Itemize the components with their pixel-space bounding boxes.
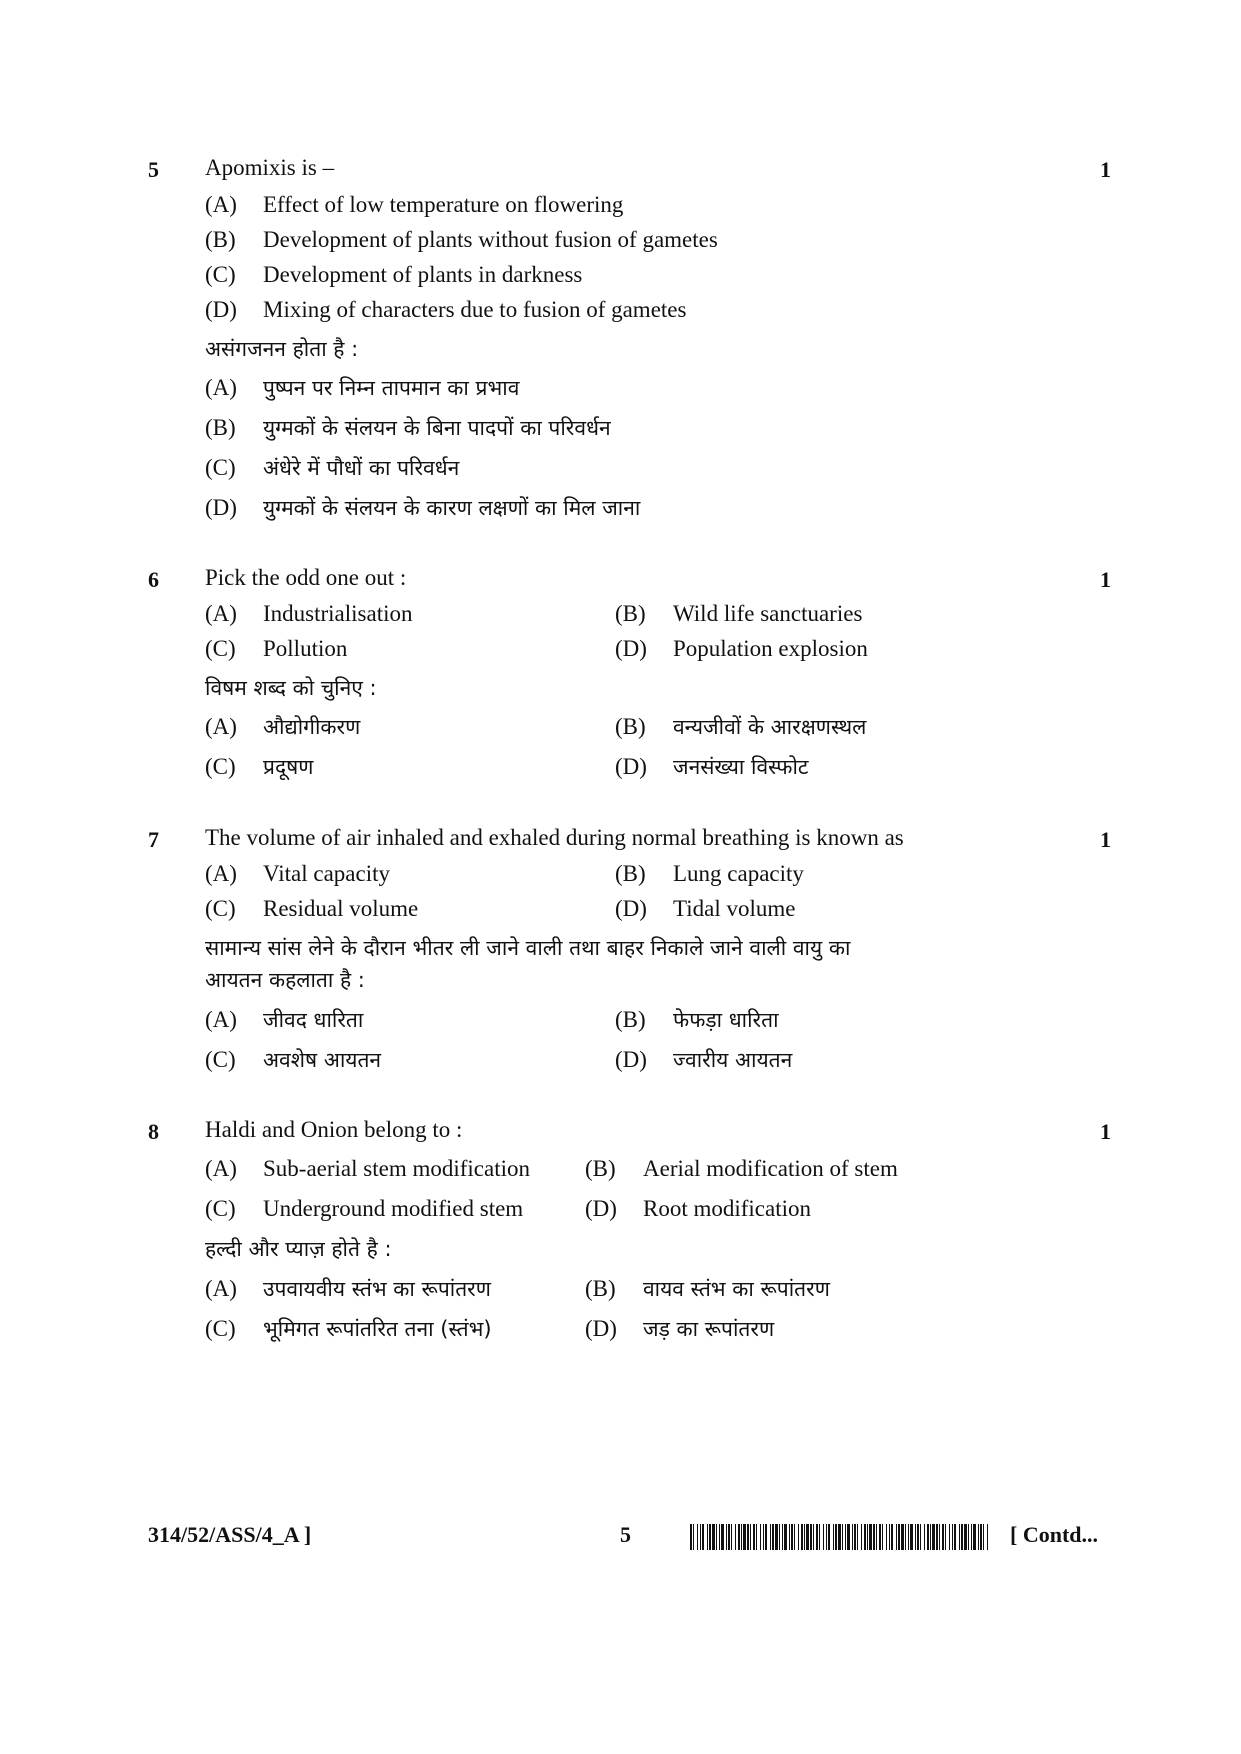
option-hi-a: (A) जीवद धारिता: [205, 1007, 364, 1032]
option-en-a: (A) Effect of low temperature on flowering: [205, 192, 624, 217]
option-en-a: (A) Vital capacity: [205, 861, 390, 886]
option-hi-c: (C) अवशेष आयतन: [205, 1047, 382, 1072]
question-marks: 1: [1100, 1119, 1111, 1144]
option-en-d: (D) Root modification: [585, 1196, 812, 1221]
option-hi-c: (C) अंधेरे में पौधों का परिवर्धन: [205, 455, 460, 480]
question-marks: 1: [1100, 567, 1111, 592]
question-text-hi: हल्दी और प्याज़ होते है :: [205, 1237, 392, 1261]
page-number: 5: [620, 1522, 631, 1547]
page-footer: [0, 1522, 1241, 1556]
option-en-a: (A) Sub-aerial stem modification: [205, 1156, 530, 1181]
paper-code: 314/52/ASS/4_A ]: [148, 1522, 312, 1547]
option-en-c: (C) Pollution: [205, 636, 348, 661]
option-hi-a: (A) पुष्पन पर निम्न तापमान का प्रभाव: [205, 375, 520, 400]
option-en-b: (B) Development of plants without fusion of gametes: [205, 227, 718, 252]
option-hi-b: (B) युग्मकों के संलयन के बिना पादपों का परिवर्धन: [205, 415, 611, 440]
option-en-d: (D) Tidal volume: [615, 896, 796, 921]
option-en-b: (B) Lung capacity: [615, 861, 804, 886]
question-number: 7: [148, 827, 159, 852]
option-hi-b: (B) वायव स्तंभ का रूपांतरण: [585, 1276, 830, 1301]
option-hi-b: (B) फेफड़ा धारिता: [615, 1007, 779, 1032]
option-hi-c: (C) प्रदूषण: [205, 754, 314, 779]
question-text-en: The volume of air inhaled and exhaled during normal breathing is known as: [205, 825, 904, 850]
question-marks: 1: [1100, 157, 1111, 182]
continued-label: [ Contd...: [1010, 1522, 1099, 1547]
option-hi-d: (D) जड़ का रूपांतरण: [585, 1316, 775, 1341]
question-marks: 1: [1100, 827, 1111, 852]
question-number: 6: [148, 567, 159, 592]
question-text-en: Apomixis is –: [205, 155, 335, 180]
option-hi-a: (A) औद्योगीकरण: [205, 714, 361, 739]
option-en-b: (B) Aerial modification of stem: [585, 1156, 898, 1181]
question-text-hi-line-1: सामान्य सांस लेने के दौरान भीतर ली जाने वाली तथा बाहर निकाले जाने वाली वायु का: [205, 936, 851, 960]
option-hi-d: (D) जनसंख्या विस्फोट: [615, 754, 809, 779]
question-text-en: Haldi and Onion belong to :: [205, 1117, 463, 1142]
question-number: 5: [148, 157, 159, 182]
option-en-d: (D) Population explosion: [615, 636, 868, 661]
option-en-b: (B) Wild life sanctuaries: [615, 601, 863, 626]
option-hi-a: (A) उपवायवीय स्तंभ का रूपांतरण: [205, 1276, 491, 1301]
option-hi-d: (D) ज्वारीय आयतन: [615, 1047, 793, 1072]
option-en-d: (D) Mixing of characters due to fusion of gametes: [205, 297, 687, 322]
option-en-a: (A) Industrialisation: [205, 601, 413, 626]
question-text-hi: असंगजनन होता है :: [205, 337, 359, 361]
option-en-c: (C) Development of plants in darkness: [205, 262, 583, 287]
option-hi-d: (D) युग्मकों के संलयन के कारण लक्षणों का मिल जाना: [205, 495, 641, 520]
option-hi-b: (B) वन्यजीवों के आरक्षणस्थल: [615, 714, 867, 739]
question-text-hi: विषम शब्द को चुनिए :: [205, 676, 377, 700]
option-en-c: (C) Underground modified stem: [205, 1196, 524, 1221]
option-en-c: (C) Residual volume: [205, 896, 419, 921]
barcode-icon: [690, 1524, 990, 1550]
question-text-en: Pick the odd one out :: [205, 565, 407, 590]
question-text-hi-line-2: आयतन कहलाता है :: [205, 968, 365, 992]
question-number: 8: [148, 1119, 159, 1144]
option-hi-c: (C) भूमिगत रूपांतरित तना (स्तंभ): [205, 1316, 492, 1341]
